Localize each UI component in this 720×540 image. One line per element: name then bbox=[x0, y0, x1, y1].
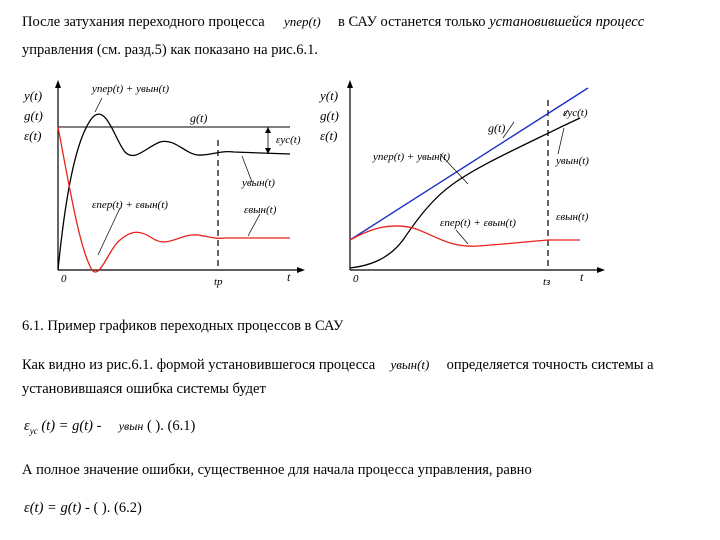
left-leader-3 bbox=[98, 208, 120, 255]
equation-6-2 bbox=[24, 500, 142, 517]
paragraph-2-line-2: установившаяся ошибка системы будет bbox=[22, 381, 266, 397]
right-label-eps-sum: εпер(t) + εвын(t) bbox=[440, 217, 516, 229]
paragraph-1-line-1 bbox=[22, 14, 644, 31]
eq2-mid: = g(t) - bbox=[47, 500, 90, 516]
right-origin: 0 bbox=[353, 273, 359, 285]
p2-formula: yвын(t) bbox=[390, 357, 430, 372]
eq1-right: ( ). (6.1) bbox=[146, 418, 196, 434]
figure-left bbox=[20, 80, 305, 290]
figure-right bbox=[318, 80, 608, 290]
p2-start: Как видно из рис.6.1. формой установившегося процесса bbox=[22, 357, 376, 373]
left-origin: 0 bbox=[61, 273, 67, 285]
eq2-right: ( ). (6.2) bbox=[93, 500, 142, 516]
right-y-label-2: g(t) bbox=[320, 108, 339, 123]
paragraph-1-line-2: управления (см. разд.5) как показано на рис.6.1. bbox=[22, 42, 319, 58]
equation-6-1 bbox=[24, 418, 195, 436]
left-leader-1 bbox=[95, 98, 102, 112]
p2-end: определяется точность системы а bbox=[446, 357, 654, 373]
figure-caption: 6.1. Пример графиков переходных процессов в САУ bbox=[22, 318, 344, 334]
right-x-arrow bbox=[597, 267, 605, 273]
left-label-g: g(t) bbox=[190, 111, 208, 125]
left-y-label-2: g(t) bbox=[24, 108, 43, 123]
right-label-yvyn: yвын(t) bbox=[556, 155, 589, 167]
right-label-eps-yc: εус(t) bbox=[563, 107, 588, 119]
left-tp: tр bbox=[214, 276, 223, 288]
p1-mid: в САУ останется только bbox=[338, 14, 486, 30]
paragraph-3: А полное значение ошибки, существенное для начала процесса управления, равно bbox=[22, 462, 532, 478]
right-label-eps-vyn: εвын(t) bbox=[556, 211, 589, 223]
paragraph-2-line-1 bbox=[22, 357, 654, 374]
p1-start: После затухания переходного процесса bbox=[22, 14, 265, 30]
left-eps-arrow-top bbox=[265, 127, 271, 133]
p1-italic: установившейся процесс bbox=[489, 14, 645, 30]
left-t: t bbox=[287, 270, 291, 284]
eq1-arg: (t) = g(t) - bbox=[41, 418, 102, 434]
right-tp: tз bbox=[543, 276, 551, 288]
left-label-eps-vyn: εвын(t) bbox=[244, 204, 277, 216]
left-response-curve bbox=[58, 114, 290, 270]
eq1-eps-sub: уc bbox=[29, 425, 38, 436]
right-label-g: g(t) bbox=[488, 121, 506, 135]
eq2-eps: ε(t) bbox=[24, 500, 44, 516]
left-y-label-3: ε(t) bbox=[24, 128, 42, 143]
right-y-label-3: ε(t) bbox=[320, 128, 338, 143]
right-t: t bbox=[580, 270, 584, 284]
left-y-arrow bbox=[55, 80, 61, 88]
right-y-arrow bbox=[347, 80, 353, 88]
p1-formula: yпер(t) bbox=[283, 14, 321, 29]
left-y-label-1: y(t) bbox=[24, 88, 43, 103]
left-leader-4 bbox=[248, 214, 260, 236]
right-label-sum: yпер(t) + yвын(t) bbox=[373, 151, 451, 163]
left-label-sum: yпер(t) + yвын(t) bbox=[92, 83, 170, 95]
left-label-eps-yc: εус(t) bbox=[276, 134, 301, 146]
right-leader-4 bbox=[558, 128, 564, 154]
right-y-label-1: y(t) bbox=[320, 88, 339, 103]
eq1-eps: ε bbox=[24, 418, 30, 434]
right-leader-5 bbox=[456, 230, 468, 244]
left-x-arrow bbox=[297, 267, 305, 273]
left-label-eps-sum: εпер(t) + εвын(t) bbox=[92, 199, 168, 211]
eq1-yvyn: yвын bbox=[118, 419, 144, 433]
left-label-yvyn: yвын(t) bbox=[242, 177, 275, 189]
